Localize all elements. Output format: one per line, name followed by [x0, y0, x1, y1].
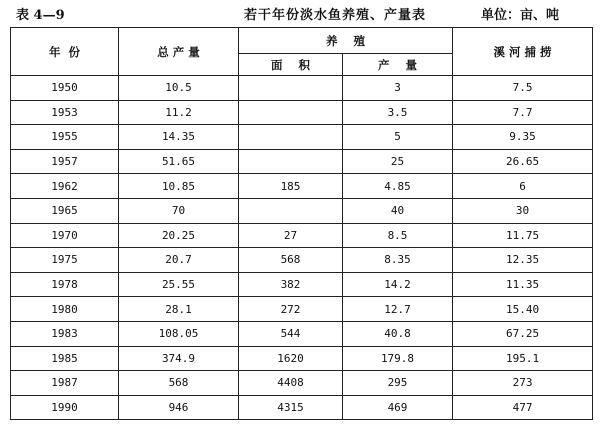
table-row — [11, 272, 593, 297]
col-header-farming: 养 殖 — [239, 28, 453, 54]
cell-output: 179.8 — [343, 346, 453, 371]
cell-output: 295 — [343, 371, 453, 396]
cell-output: 12.7 — [343, 297, 453, 322]
col-header-output: 产 量 — [343, 54, 453, 76]
cell-total: 70 — [119, 198, 239, 223]
cell-river: 26.65 — [453, 149, 593, 174]
table-row — [11, 346, 593, 371]
col-header-area: 面 积 — [239, 54, 343, 76]
table-title: 若干年份淡水鱼养殖、产量表 — [244, 8, 427, 23]
cell-area — [239, 100, 343, 125]
cell-year: 1990 — [11, 395, 119, 420]
cell-area: 544 — [239, 321, 343, 346]
cell-output: 3.5 — [343, 100, 453, 125]
cell-total: 20.25 — [119, 223, 239, 248]
table-row — [11, 223, 593, 248]
table-row — [11, 321, 593, 346]
table-row — [11, 371, 593, 396]
cell-output: 8.35 — [343, 248, 453, 273]
cell-output: 3 — [343, 76, 453, 101]
cell-total: 20.7 — [119, 248, 239, 273]
table-row — [11, 76, 593, 101]
cell-output: 5 — [343, 125, 453, 150]
cell-output: 14.2 — [343, 272, 453, 297]
cell-year: 1980 — [11, 297, 119, 322]
table-number: 表 4—9 — [16, 8, 65, 23]
cell-river: 195.1 — [453, 346, 593, 371]
table-row — [11, 125, 593, 150]
cell-river: 12.35 — [453, 248, 593, 273]
cell-year: 1987 — [11, 371, 119, 396]
cell-river: 11.75 — [453, 223, 593, 248]
cell-river: 7.7 — [453, 100, 593, 125]
cell-year: 1983 — [11, 321, 119, 346]
cell-output: 25 — [343, 149, 453, 174]
cell-area — [239, 149, 343, 174]
cell-output: 40.8 — [343, 321, 453, 346]
cell-river: 30 — [453, 198, 593, 223]
cell-year: 1953 — [11, 100, 119, 125]
cell-year: 1955 — [11, 125, 119, 150]
cell-area — [239, 198, 343, 223]
cell-output: 469 — [343, 395, 453, 420]
table-row — [11, 297, 593, 322]
cell-area: 272 — [239, 297, 343, 322]
cell-river: 6 — [453, 174, 593, 199]
cell-output: 40 — [343, 198, 453, 223]
cell-total: 51.65 — [119, 149, 239, 174]
cell-area — [239, 76, 343, 101]
cell-area: 185 — [239, 174, 343, 199]
col-header-total: 总 产 量 — [119, 28, 239, 76]
cell-area: 27 — [239, 223, 343, 248]
cell-year: 1970 — [11, 223, 119, 248]
cell-year: 1957 — [11, 149, 119, 174]
cell-river: 9.35 — [453, 125, 593, 150]
table-row — [11, 149, 593, 174]
cell-river: 11.35 — [453, 272, 593, 297]
cell-river: 67.25 — [453, 321, 593, 346]
cell-year: 1962 — [11, 174, 119, 199]
fish-farming-table — [10, 27, 593, 420]
cell-area: 4315 — [239, 395, 343, 420]
col-header-river: 溪 河 捕 捞 — [453, 28, 593, 76]
cell-year: 1975 — [11, 248, 119, 273]
cell-total: 946 — [119, 395, 239, 420]
cell-year: 1950 — [11, 76, 119, 101]
cell-total: 25.55 — [119, 272, 239, 297]
cell-area: 382 — [239, 272, 343, 297]
table-row — [11, 198, 593, 223]
table-row — [11, 395, 593, 420]
cell-area: 1620 — [239, 346, 343, 371]
cell-total: 108.05 — [119, 321, 239, 346]
cell-total: 374.9 — [119, 346, 239, 371]
cell-total: 10.5 — [119, 76, 239, 101]
col-header-year: 年 份 — [11, 28, 119, 76]
cell-total: 11.2 — [119, 100, 239, 125]
cell-total: 568 — [119, 371, 239, 396]
cell-river: 7.5 — [453, 76, 593, 101]
table-caption-row — [0, 0, 600, 26]
cell-area: 568 — [239, 248, 343, 273]
cell-output: 8.5 — [343, 223, 453, 248]
cell-river: 15.40 — [453, 297, 593, 322]
table-row — [11, 174, 593, 199]
table-row — [11, 100, 593, 125]
cell-area — [239, 125, 343, 150]
table-row — [11, 248, 593, 273]
cell-output: 4.85 — [343, 174, 453, 199]
cell-area: 4408 — [239, 371, 343, 396]
cell-year: 1978 — [11, 272, 119, 297]
cell-year: 1985 — [11, 346, 119, 371]
unit-label: 单位：亩、吨 — [481, 8, 560, 23]
cell-total: 14.35 — [119, 125, 239, 150]
cell-river: 477 — [453, 395, 593, 420]
cell-river: 273 — [453, 371, 593, 396]
cell-total: 28.1 — [119, 297, 239, 322]
cell-total: 10.85 — [119, 174, 239, 199]
cell-year: 1965 — [11, 198, 119, 223]
